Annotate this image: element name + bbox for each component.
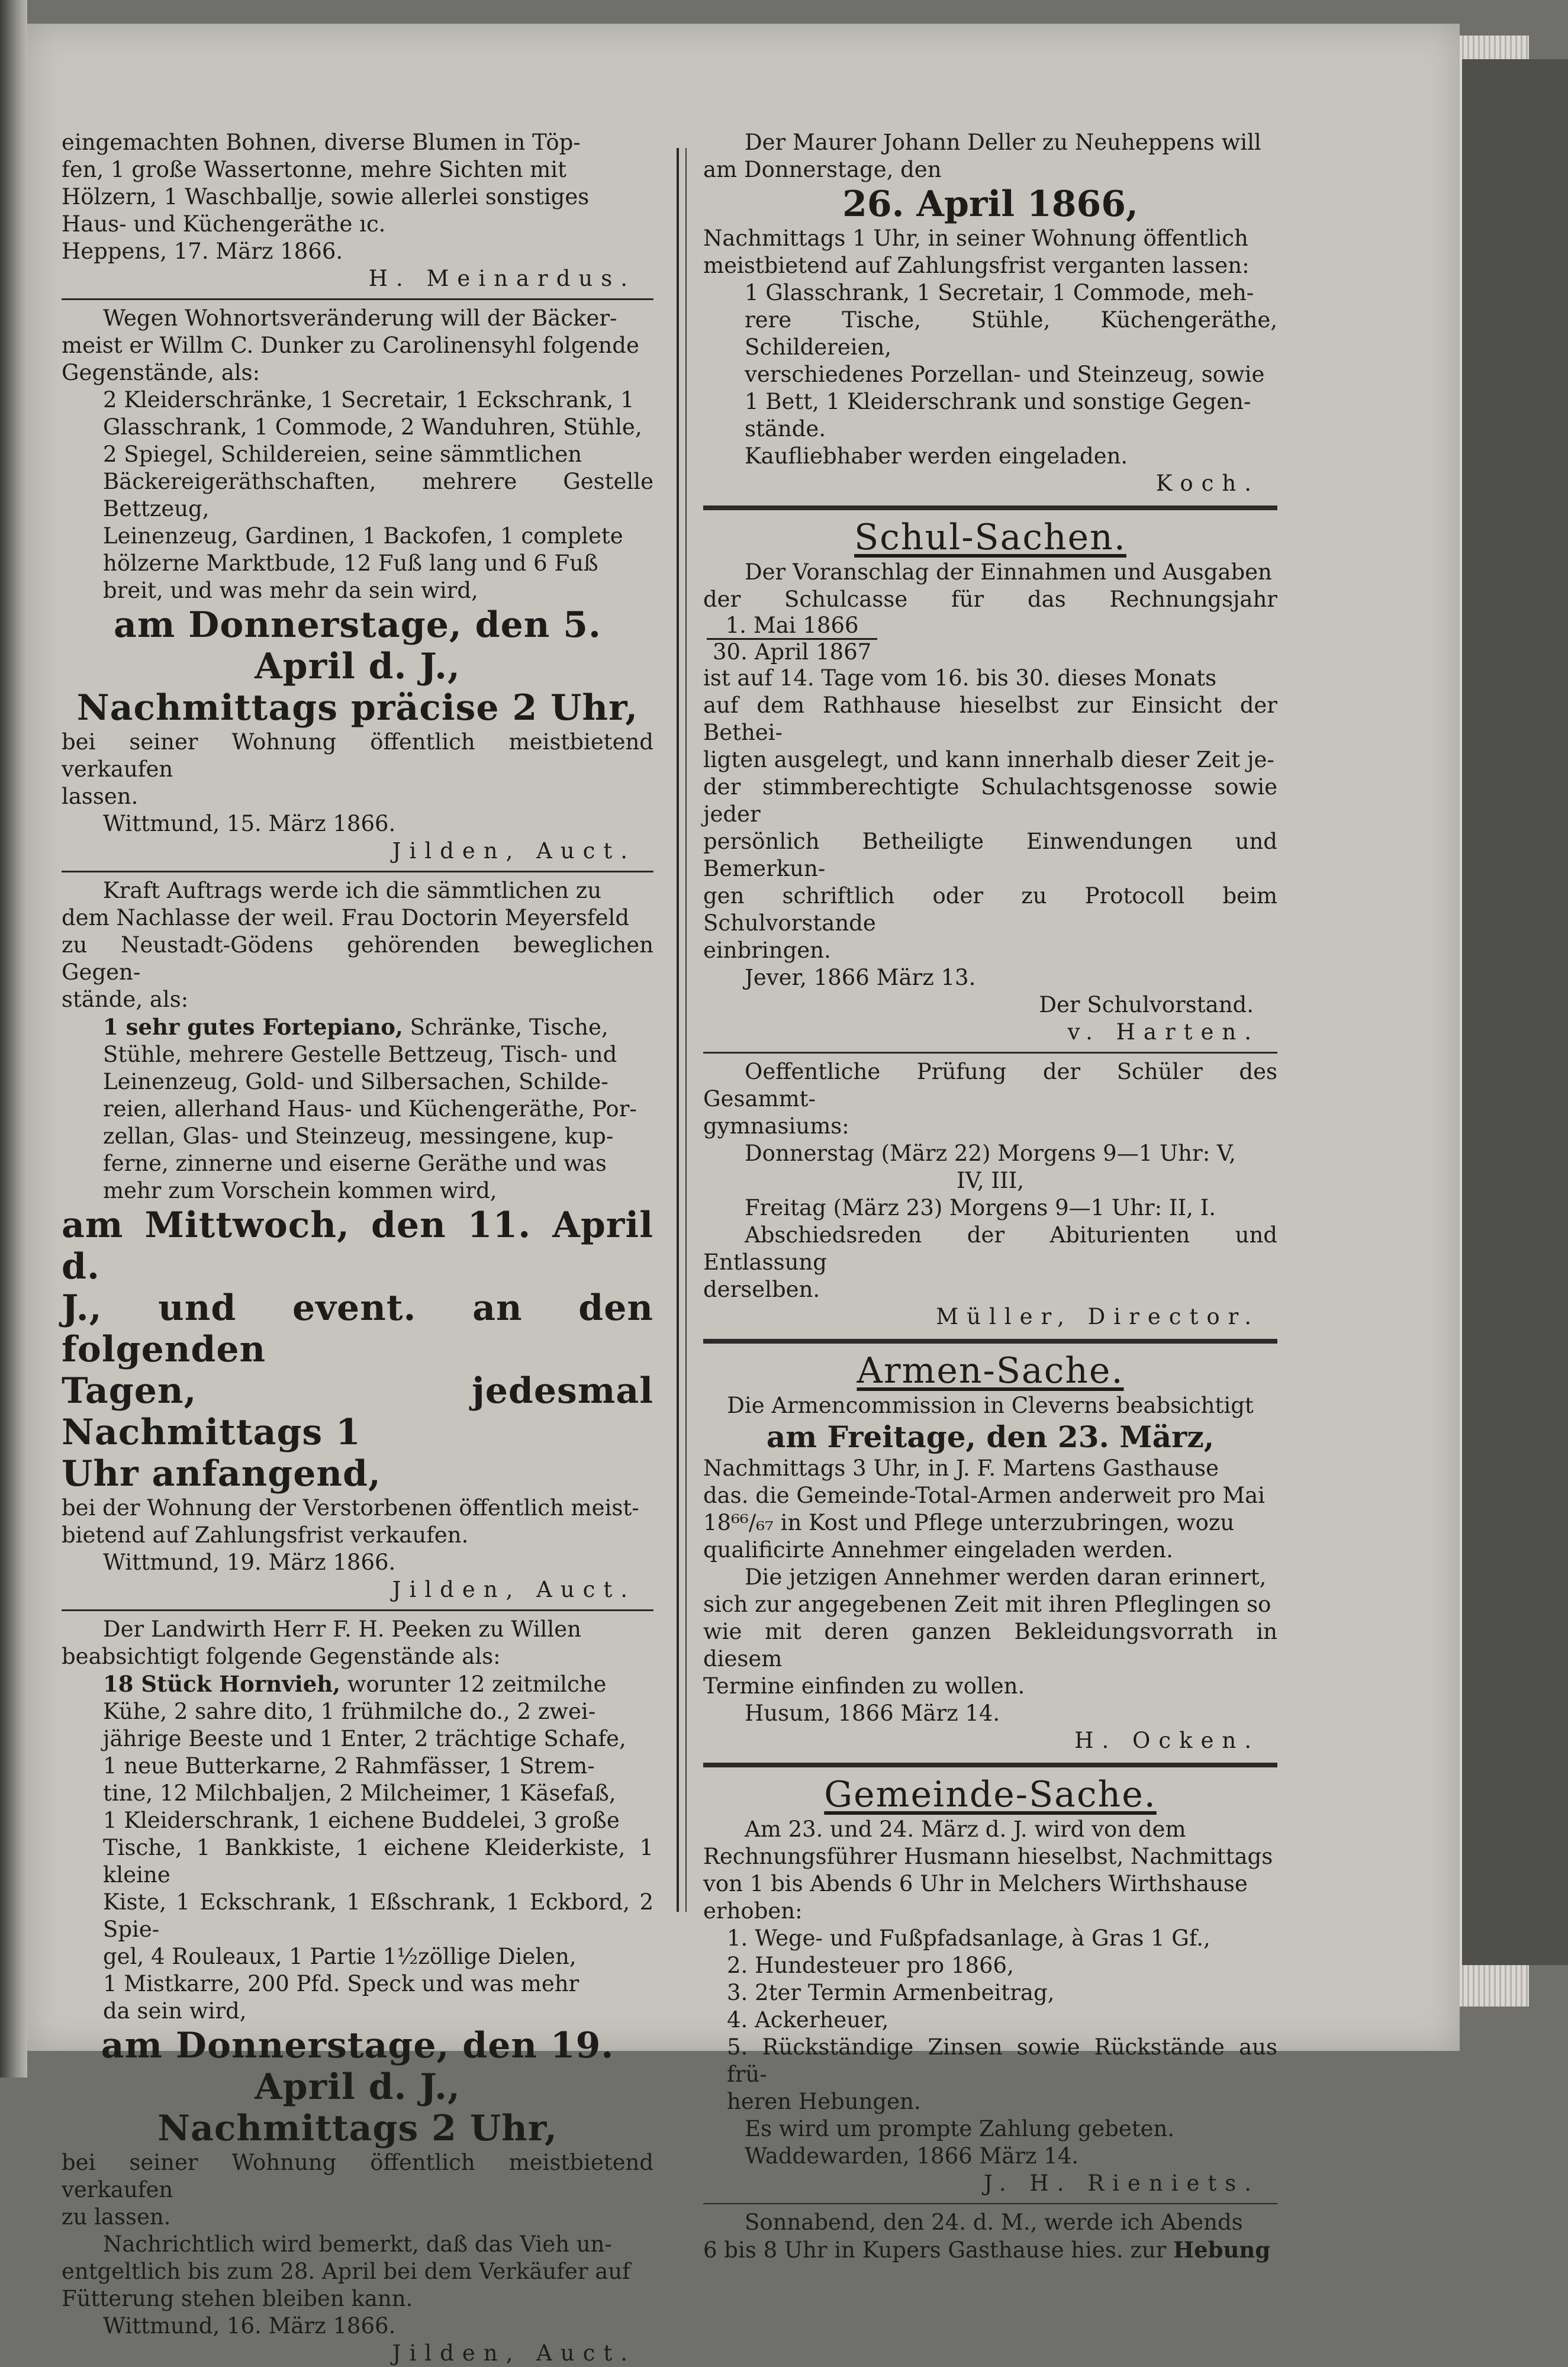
ad-signature: J. H. Rieniets. (983, 2170, 1260, 2196)
text-line: hölzerne Marktbude, 12 Fuß lang und 6 Fuß (103, 550, 598, 576)
text-line: qualificirte Annehmer eingeladen werden. (703, 1537, 1173, 1563)
text-line: bei seiner Wohnung öffentlich meistbietend verkaufen (62, 729, 653, 782)
ad-date: Husum, 1866 März 14. (745, 1701, 1000, 1726)
text-line: gymnasiums: (703, 1113, 849, 1139)
ad-date: Wittmund, 19. März 1866. (103, 1550, 396, 1575)
list-item: 2. Hundesteuer pro 1866, (727, 1953, 1014, 1978)
text-line: Freitag (März 23) Morgens 9—1 Uhr: II, I. (745, 1195, 1216, 1220)
section-schul-sachen (703, 516, 1277, 1046)
ad-hebung-notice (703, 2209, 1277, 2264)
text-line: 1 Mistkarre, 200 Pfd. Speck und was mehr (103, 1971, 579, 1996)
right-column (703, 129, 1277, 2264)
text-line (703, 2236, 1277, 2264)
tax-list (703, 1925, 1277, 2115)
text-line: sich zur angegebenen Zeit mit ihren Pfleglingen so (703, 1592, 1271, 1617)
text-line: Bäckereigeräthschaften, mehrere Gestelle Bettzeug, (103, 469, 653, 521)
text-line: IV, III, (957, 1168, 1024, 1193)
text-line: 1 Kleiderschrank, 1 eichene Buddelei, 3 große (103, 1808, 620, 1833)
text-line: Haus- und Küchengeräthe ıc. (62, 211, 386, 237)
text-line: Gegenstände, als: (62, 360, 260, 385)
text-line: fen, 1 große Wassertonne, mehre Sichten mit (62, 157, 566, 182)
text-line: derselben. (703, 1277, 820, 1302)
text-line: Wegen Wohnortsveränderung will der Bäcker- (103, 305, 617, 331)
text-span: 6 bis 8 Uhr in Kupers Gasthause hies. zur (703, 2237, 1174, 2263)
list-item: 1. Wege- und Fußpfadsanlage, à Gras 1 Gf., (727, 1925, 1210, 1951)
text-line: Der Maurer Johann Deller zu Neuheppens will (745, 130, 1261, 155)
text-line: jährige Beeste und 1 Enter, 2 trächtige Schafe, (103, 1726, 626, 1751)
ad-separator (62, 871, 653, 872)
text-line: gen schriftlich oder zu Protocoll beim Schulvorstande (703, 883, 1277, 936)
headline-time: Nachmittags 2 Uhr, (157, 2108, 558, 2149)
text-line: Der Voranschlag der Einnahmen und Ausgaben (745, 559, 1272, 585)
ad-signature: Müller, Director. (936, 1304, 1260, 1329)
ad-auction-heppens (62, 129, 653, 292)
ad-deller-sale (703, 129, 1277, 497)
ad-meyersfeld-estate (62, 877, 653, 1603)
list-item-continued: heren Hebungen. (727, 2089, 921, 2114)
text-line: mehr zum Vorschein kommen wird, (103, 1178, 497, 1203)
text-line: meistbietend auf Zahlungsfrist verganten lassen: (703, 253, 1250, 278)
text-line: bietend auf Zahlungsfrist verkaufen. (62, 1522, 469, 1548)
ad-separator (703, 2203, 1277, 2204)
ad-signature: v. Harten. (1067, 1019, 1260, 1045)
ad-gymnasium-exam (703, 1058, 1277, 1331)
text-line: entgeltlich bis zum 28. April bei dem Verkäufer auf (62, 2259, 630, 2284)
headline-time: Nachmittags präcise 2 Uhr, (76, 687, 639, 729)
text-line: Stühle, mehrere Gestelle Bettzeug, Tisch- und (103, 1042, 617, 1067)
text-line: gel, 4 Rouleaux, 1 Partie 1½zöllige Dielen, (103, 1944, 577, 1969)
text-line: reien, allerhand Haus- und Küchengeräthe, Por- (103, 1096, 637, 1122)
list-item: 3. 2ter Termin Armenbeitrag, (727, 1980, 1055, 2005)
list-item: 4. Ackerheuer, (727, 2007, 889, 2033)
text-line: beabsichtigt folgende Gegenstände als: (62, 1644, 501, 1669)
text-line: ferne, zinnerne und eiserne Geräthe und was (103, 1151, 607, 1176)
fraction-bottom: 30. April 1867 (713, 639, 872, 665)
fiscal-year-fraction (707, 613, 877, 665)
headline-date: am Donnerstage, den 5. April d. J., (114, 604, 601, 687)
headline-date: 26. April 1866, (842, 183, 1138, 225)
column-divider-inner (685, 148, 687, 1912)
section-separator (703, 1763, 1277, 1767)
ad-signature: H. Ocken. (1074, 1728, 1260, 1753)
text-line: das. die Gemeinde-Total-Armen anderweit pro Mai (703, 1483, 1265, 1508)
text-line (703, 586, 1277, 665)
text-line (62, 1013, 653, 1041)
text-line: stände. (745, 416, 826, 442)
text-line: Termine einfinden zu wollen. (703, 1673, 1025, 1699)
text-line: Donnerstag (März 22) Morgens 9—1 Uhr: V, (745, 1141, 1236, 1166)
headline-date: J., und event. an den folgenden (62, 1287, 653, 1370)
text-line: Nachrichtlich wird bemerkt, daß das Vieh un- (103, 2231, 612, 2257)
text-line (62, 1670, 653, 1698)
ad-signature: Koch. (1155, 471, 1260, 496)
section-title: Schul-Sachen. (854, 517, 1126, 558)
book-back-edge (1462, 59, 1568, 1965)
fraction-top: 1. Mai 1866 (707, 613, 877, 640)
section-separator (703, 1339, 1277, 1344)
text-line: ligten ausgelegt, und kann innerhalb dieser Zeit je- (703, 747, 1274, 772)
text-line: wie mit deren ganzen Bekleidungsvorrath in diesem (703, 1619, 1277, 1672)
ad-signature: Jilden, Auct. (392, 838, 636, 864)
ad-date: Wittmund, 16. März 1866. (103, 2313, 396, 2339)
highlight-word: Hebung (1173, 2237, 1271, 2263)
text-line: meist er Willm C. Dunker zu Carolinensyhl folgende (62, 333, 639, 358)
text-span: worunter 12 zeitmilche (340, 1672, 607, 1697)
text-line: Nachmittags 1 Uhr, in seiner Wohnung öffentlich (703, 226, 1248, 251)
text-line: 2 Kleiderschränke, 1 Secretair, 1 Eckschrank, 1 (103, 387, 635, 413)
headline-date: am Freitage, den 23. März, (766, 1419, 1215, 1454)
text-line: zellan, Glas- und Steinzeug, messingene, kup- (103, 1123, 614, 1149)
ad-signature: Jilden, Auct. (392, 2340, 636, 2366)
text-line: persönlich Betheiligte Einwendungen und Bemerkun- (703, 829, 1277, 881)
headline-date: am Donnerstage, den 19. April d. J., (101, 2025, 614, 2108)
headline-date: Uhr anfangend, (62, 1453, 381, 1495)
text-line: Leinenzeug, Gold- und Silbersachen, Schilde- (103, 1069, 608, 1094)
ad-date: Waddewarden, 1866 März 14. (745, 2143, 1079, 2169)
text-line: am Donnerstage, den (703, 157, 942, 182)
text-line: der stimmberechtigte Schulachtsgenosse sowie jeder (703, 774, 1277, 827)
text-line: Kühe, 2 sahre dito, 1 frühmilche do., 2 zwei- (103, 1699, 596, 1724)
headline-date: am Mittwoch, den 11. April d. (62, 1205, 653, 1287)
section-gemeinde-sache (703, 1773, 1277, 2197)
ad-date: Heppens, 17. März 1866. (62, 239, 343, 264)
column-divider (677, 148, 679, 1912)
text-line: eingemachten Bohnen, diverse Blumen in Töp- (62, 130, 581, 155)
text-line: Leinenzeug, Gardinen, 1 Backofen, 1 complete (103, 523, 623, 549)
text-line: verschiedenes Porzellan- und Steinzeug, sowie (745, 362, 1265, 387)
text-line: Glasschrank, 1 Commode, 2 Wanduhren, Stühle, (103, 414, 642, 440)
text-line: Der Landwirth Herr F. H. Peeken zu Willen (103, 1616, 581, 1642)
ad-date: Jever, 1866 März 13. (745, 965, 976, 990)
text-line: Hölzern, 1 Waschballje, sowie allerlei sonstiges (62, 184, 590, 210)
text-line: bei seiner Wohnung öffentlich meistbietend verkaufen (62, 2150, 653, 2202)
ad-separator (703, 1052, 1277, 1054)
ad-signature: Jilden, Auct. (392, 1577, 636, 1602)
text-line: 2 Spiegel, Schildereien, seine sämmtlichen (103, 442, 582, 467)
ad-separator (62, 298, 653, 300)
text-line: stände, als: (62, 987, 189, 1012)
text-line: Tische, 1 Bankkiste, 1 eichene Kleiderkiste, 1 kleine (103, 1835, 653, 1888)
text-line: Am 23. und 24. März d. J. wird von dem (745, 1817, 1186, 1842)
highlight-item: 1 sehr gutes Fortepiano, (103, 1014, 403, 1040)
section-armen-sache (703, 1350, 1277, 1754)
ad-organization: Der Schulvorstand. (1039, 992, 1254, 1017)
ad-date: Wittmund, 15. März 1866. (103, 811, 396, 836)
section-title: Gemeinde-Sache. (824, 1774, 1157, 1815)
text-line: breit, und was mehr da sein wird, (103, 578, 478, 603)
text-line: 1 Glasschrank, 1 Secretair, 1 Commode, meh- (745, 280, 1254, 305)
text-line: da sein wird, (103, 1998, 247, 2024)
text-line: lassen. (62, 784, 139, 809)
text-line: zu Neustadt-Gödens gehörenden beweglichen Gegen- (62, 932, 653, 985)
text-line: Nachmittags 3 Uhr, in J. F. Martens Gasthause (703, 1455, 1219, 1481)
ad-separator (62, 1609, 653, 1611)
section-separator (703, 505, 1277, 510)
text-span: der Schulcasse für das Rechnungsjahr (703, 587, 1277, 612)
text-line: 18⁶⁶/₆₇ in Kost und Pflege unterzubringen, wozu (703, 1510, 1235, 1535)
text-line: Fütterung stehen bleiben kann. (62, 2286, 413, 2311)
ad-dunker-sale (62, 305, 653, 865)
text-line: zu lassen. (62, 2204, 171, 2230)
text-line: 1 neue Butterkarne, 2 Rahmfässer, 1 Strem- (103, 1753, 595, 1779)
text-line: Es wird um prompte Zahlung gebeten. (745, 2116, 1175, 2141)
text-line: Kiste, 1 Eckschrank, 1 Eßschrank, 1 Eckbord, 2 Spie- (103, 1889, 653, 1942)
text-line: 1 Bett, 1 Kleiderschrank und sonstige Gegen- (745, 389, 1251, 414)
text-line: rere Tische, Stühle, Küchengeräthe, Schildereien, (745, 307, 1277, 360)
text-line: von 1 bis Abends 6 Uhr in Melchers Wirthshause (703, 1871, 1248, 1896)
section-title: Armen-Sache. (857, 1350, 1124, 1392)
text-line: Kaufliebhaber werden eingeladen. (745, 443, 1128, 469)
book-gutter (0, 0, 27, 2078)
highlight-item: 18 Stück Hornvieh, (103, 1671, 341, 1697)
text-line: Die Armencommission in Cleverns beabsichtigt (727, 1393, 1254, 1418)
text-line: einbringen. (703, 938, 831, 963)
text-line: erhoben: (703, 1898, 803, 1924)
ad-signature: H. Meinardus. (368, 266, 636, 291)
text-line: Kraft Auftrags werde ich die sämmtlichen zu (103, 878, 602, 903)
text-line: Die jetzigen Annehmer werden daran erinnert, (745, 1564, 1267, 1590)
list-item: 5. Rückständige Zinsen sowie Rückstände aus frü- (727, 2034, 1277, 2087)
text-span: Schränke, Tische, (403, 1015, 608, 1040)
text-line: Sonnabend, den 24. d. M., werde ich Abends (745, 2210, 1243, 2235)
text-line: ist auf 14. Tage vom 16. bis 30. dieses Monats (703, 665, 1217, 691)
text-line: Rechnungsführer Husmann hieselbst, Nachmittags (703, 1844, 1273, 1869)
ad-peeken-livestock (62, 1616, 653, 2367)
text-line: auf dem Rathhause hieselbst zur Einsicht der Bethei- (703, 693, 1277, 745)
text-line: tine, 12 Milchbaljen, 2 Milcheimer, 1 Käsefaß, (103, 1780, 616, 1806)
text-line: dem Nachlasse der weil. Frau Doctorin Meyersfeld (62, 905, 630, 930)
text-line: Oeffentliche Prüfung der Schüler des Gesammt- (703, 1059, 1277, 1112)
text-line: Abschiedsreden der Abiturienten und Entlassung (703, 1222, 1277, 1275)
headline-date: Tagen, jedesmal Nachmittags 1 (62, 1370, 653, 1453)
text-line: bei der Wohnung der Verstorbenen öffentlich meist- (62, 1495, 639, 1521)
left-column (62, 129, 653, 2367)
